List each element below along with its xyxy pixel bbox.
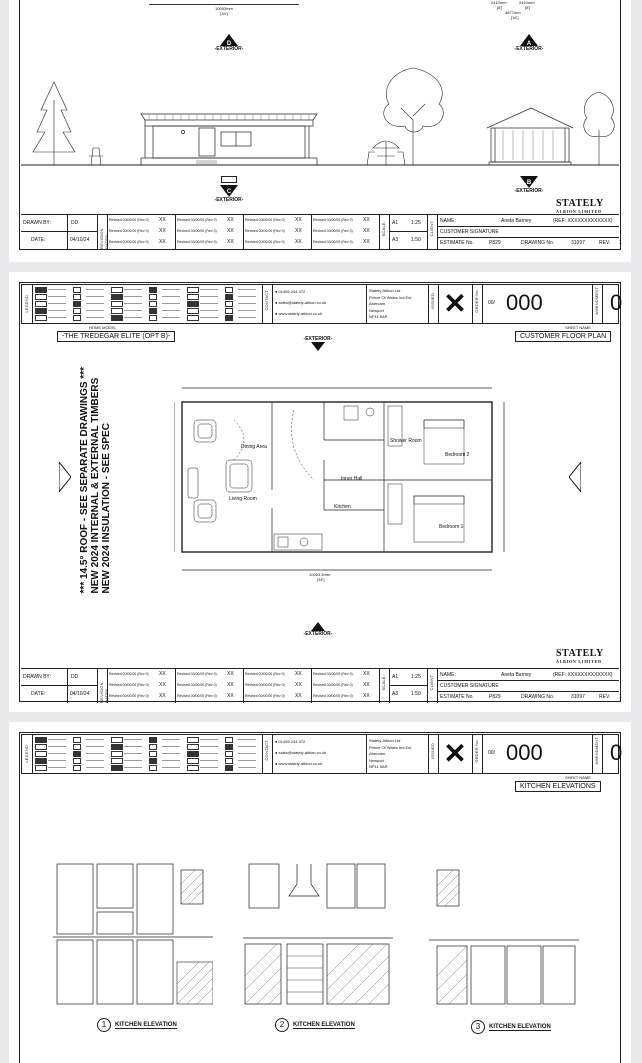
svg-text:D: D <box>226 41 232 46</box>
legend-symbol-icon <box>225 758 233 764</box>
contact-label: CONTACT <box>264 740 269 761</box>
exterior-marker-left <box>59 462 71 492</box>
revision-entry: Revised 00/00/00 (Rev 0) <box>245 218 285 222</box>
legend-symbol-icon <box>187 308 199 314</box>
revision-grid <box>107 215 380 249</box>
elevation-number: 2 <box>275 1018 289 1032</box>
floor-plan-drawing <box>174 380 519 590</box>
exterior-marker-right <box>569 462 581 492</box>
drawing-value: 31097 <box>571 694 585 700</box>
brand-sub: ALBION LIMITED <box>556 659 602 664</box>
exterior-marker-c <box>204 176 254 203</box>
signature-label: CUSTOMER SIGNATURE <box>440 683 499 689</box>
revision-entry: Revised 00/00/00 (Rev 0) <box>109 218 149 222</box>
revision-xx: XX <box>363 217 370 223</box>
revision-xx: XX <box>227 682 234 688</box>
dimension-text: 4877mm <box>505 10 521 15</box>
client-ref: (REF: XXXXXXXXXXXXX) <box>553 672 613 678</box>
legend-symbol-icon <box>225 737 233 743</box>
client-label: CLIENT <box>429 675 434 691</box>
address-line: Prince Of Wales Ind Est <box>369 744 412 750</box>
legend-symbol-icon <box>73 301 81 307</box>
email-icon: ● <box>275 300 278 305</box>
estimate-label: ESTIMATE No. <box>440 694 474 700</box>
sheet-name-label: SHEET NAME <box>565 325 591 330</box>
legend-symbol-icon <box>73 308 81 314</box>
a3-scale: 1:50 <box>411 237 421 243</box>
exterior-label: -EXTERIOR- <box>514 188 544 194</box>
elevation-label-1 <box>97 1018 177 1032</box>
elevation-number: 3 <box>471 1020 485 1034</box>
date-value: 04/10/24 <box>70 237 90 243</box>
legend-symbol-icon <box>35 308 47 314</box>
drawn-by-label: DRAWN BY: <box>23 220 51 226</box>
phone-icon: ● <box>275 739 278 744</box>
rev-value: 1 <box>619 694 622 700</box>
revision-entry: Revised 00/00/00 (Rev 0) <box>177 672 217 676</box>
revision-entry: Revised 00/00/00 (Rev 0) <box>245 229 285 233</box>
legend-label: LEGEND <box>24 745 29 763</box>
company-address <box>366 735 429 773</box>
drawn-by-value: DD <box>71 674 79 680</box>
dimension-text: 2410mm <box>519 0 535 5</box>
revision-xx: XX <box>363 682 370 688</box>
order-number: 000 <box>506 290 543 315</box>
a1-label: A1 <box>392 220 399 226</box>
brand-name: STATELY <box>556 198 604 209</box>
legend-symbol-icon <box>35 301 47 307</box>
sheet-header <box>21 284 623 324</box>
floor-plan-sheet <box>9 272 631 712</box>
elevation-label-2 <box>275 1018 355 1032</box>
estimate-value: P829 <box>489 694 501 700</box>
company-logo <box>556 198 604 214</box>
drawn-by-value: DD <box>71 220 79 226</box>
legend-symbol-icon <box>187 287 199 293</box>
legend-symbol-icon <box>225 301 233 307</box>
legend-symbol-icon <box>187 744 199 750</box>
legend-symbol-icon <box>111 737 123 743</box>
brand-name: STATELY <box>556 648 604 659</box>
client-label: CLIENT <box>429 221 434 237</box>
elevation-title: KITCHEN ELEVATION <box>293 1021 355 1028</box>
email-address: sales@stately-albion.co.uk <box>278 300 327 305</box>
legend-symbol-icon <box>187 315 199 321</box>
elevation-number: 1 <box>97 1018 111 1032</box>
revision-xx: XX <box>295 239 302 245</box>
exterior-marker-b <box>504 176 554 194</box>
note-line: NEW 2024 INSULATION - SEE SPEC <box>101 423 112 594</box>
kitchen-elevation-2-drawing <box>243 860 393 1010</box>
revision-entry: Revised 00/00/00 (Rev 0) <box>313 240 353 244</box>
legend-symbol-icon <box>111 308 123 314</box>
date-label: DATE: <box>31 237 46 243</box>
revision-entry: Revised 00/00/00 (Rev 0) <box>313 229 353 233</box>
client-name: Aneta Barney <box>501 218 532 224</box>
exterior-label: -EXTERIOR- <box>303 336 333 342</box>
a3-label: A3 <box>392 237 399 243</box>
legend-symbol-icon <box>187 294 199 300</box>
amendment-label: AMENDMENT <box>594 287 599 315</box>
revision-entry: Revised 00/00/00 (Rev 0) <box>245 240 285 244</box>
home-model-label: HOME MODEL <box>89 325 117 330</box>
legend-symbol-icon <box>111 294 123 300</box>
exterior-label: -EXTERIOR- <box>214 197 244 203</box>
legend-symbol-icon <box>225 287 233 293</box>
sheet-header <box>21 734 623 774</box>
legend-symbol-icon <box>149 744 157 750</box>
legend-symbol-icon <box>187 737 199 743</box>
issued-label: ISSUED <box>430 293 435 310</box>
address-line: NP11 5AR <box>369 764 388 769</box>
legend-symbol-icon <box>73 737 81 743</box>
legend-symbol-icon <box>225 751 233 757</box>
revision-xx: XX <box>295 682 302 688</box>
legend-symbol-icon <box>149 737 157 743</box>
legend-symbol-icon <box>73 751 81 757</box>
client-ref: (REF: XXXXXXXXXXXXX) <box>553 218 613 224</box>
legend-symbol-icon <box>187 751 199 757</box>
room-label-dining: Dining Area <box>241 444 267 450</box>
title-block <box>21 214 622 249</box>
tree-icon <box>584 92 614 165</box>
room-label-kitchen: Kitchen <box>334 504 351 510</box>
web-icon: ● <box>275 311 278 316</box>
dimension-text: [34'] <box>220 11 228 16</box>
revision-entry: Revised 00/00/00 (Rev 0) <box>109 672 149 676</box>
order-prefix: 00/ <box>488 750 495 756</box>
revision-entry: Revised 00/00/00 (Rev 0) <box>109 229 149 233</box>
dimension-text: [34'] <box>317 577 325 582</box>
furniture <box>188 406 464 550</box>
order-number: 000 <box>506 740 543 765</box>
issued-label: ISSUED <box>430 743 435 760</box>
revision-grid <box>107 669 380 703</box>
sheet-name: KITCHEN ELEVATIONS <box>515 781 601 792</box>
legend-symbol-icon <box>149 287 157 293</box>
issued-x-icon: ✕ <box>443 288 467 319</box>
dimension-text: 10063mm <box>215 6 233 11</box>
drawn-by-label: DRAWN BY: <box>23 674 51 680</box>
legend-symbol-icon <box>225 308 233 314</box>
phone-icon: ● <box>275 289 278 294</box>
room-label-inner-hall: Inner Hall <box>341 476 363 482</box>
amendment-label: AMENDMENT <box>594 737 599 765</box>
house-side-elevation <box>487 108 573 165</box>
drawing-label: DRAWING No. <box>521 240 555 246</box>
revision-entry: Revised 00/00/00 (Rev 0) <box>177 229 217 233</box>
legend-symbol-icon <box>149 315 157 321</box>
exterior-marker-c <box>293 622 343 637</box>
legend-symbol-icon <box>35 765 47 771</box>
legend-symbol-icon <box>149 751 157 757</box>
room-label-bedroom-2: Bedroom 2 <box>445 452 470 458</box>
scale-label: SCALE: <box>381 221 386 237</box>
legend-symbol-icon <box>73 287 81 293</box>
revision-xx: XX <box>227 228 234 234</box>
legend-symbol-icon <box>149 758 157 764</box>
sheet-name: CUSTOMER FLOOR PLAN <box>515 331 611 342</box>
revision-xx: XX <box>159 671 166 677</box>
date-value: 04/10/24 <box>70 691 90 697</box>
legend-symbol-icon <box>111 751 123 757</box>
dimension-text: [8'] <box>497 5 503 10</box>
patio-umbrella-icon <box>367 141 405 165</box>
revision-xx: XX <box>363 693 370 699</box>
legend-symbol-icon <box>111 758 123 764</box>
contact-label: CONTACT <box>264 290 269 311</box>
revision-xx: XX <box>159 228 166 234</box>
home-model-name: -THE TREDEGAR ELITE (OPT B)- <box>57 331 175 342</box>
legend-symbol-icon <box>73 294 81 300</box>
legend-symbol-icon <box>149 765 157 771</box>
address-line: Newport <box>369 757 384 763</box>
house-front-elevation <box>141 114 317 165</box>
revision-xx: XX <box>363 239 370 245</box>
rev-label: REV. <box>599 240 611 246</box>
phone-number: 01495 244 472 <box>278 289 306 294</box>
revision-entry: Revised 00/00/00 (Rev 0) <box>245 683 285 687</box>
phone-number: 01495 244 472 <box>278 739 306 744</box>
revision-xx: XX <box>295 217 302 223</box>
legend-symbol-icon <box>73 744 81 750</box>
legend-symbol-icon <box>35 315 47 321</box>
revision-xx: XX <box>363 671 370 677</box>
web-icon: ● <box>275 761 278 766</box>
address-line: Stately-Albion Ltd <box>369 288 401 293</box>
revision-xx: XX <box>159 682 166 688</box>
revision-xx: XX <box>227 217 234 223</box>
legend-symbol-icon <box>149 301 157 307</box>
email-icon: ● <box>275 750 278 755</box>
dimension-text: [8'] <box>525 5 531 10</box>
revision-entry: Revised 00/00/00 (Rev 0) <box>313 694 353 698</box>
title-block <box>21 668 622 703</box>
legend-symbol-icon <box>35 294 47 300</box>
dimension-text: 10063.3mm <box>309 572 331 577</box>
company-address <box>366 285 429 323</box>
svg-text:B: B <box>526 180 532 186</box>
legend-symbol-icon <box>149 308 157 314</box>
a1-scale: 1:25 <box>411 220 421 226</box>
address-line: Prince Of Wales Ind Est <box>369 294 412 300</box>
legend-symbol-icon <box>111 765 123 771</box>
revision-xx: XX <box>227 239 234 245</box>
dimension-text: [16'] <box>511 15 519 20</box>
room-label-bedroom-1: Bedroom 1 <box>439 524 464 530</box>
legend-symbol-icon <box>35 751 47 757</box>
exterior-label: -EXTERIOR- <box>303 631 333 637</box>
revision-xx: XX <box>295 228 302 234</box>
kitchen-elevation-3-drawing <box>429 860 579 1010</box>
revision-entry: Revised 00/00/00 (Rev 0) <box>177 694 217 698</box>
kitchen-elevations-sheet <box>9 722 631 1063</box>
legend-symbol-icon <box>225 744 233 750</box>
revision-dates-label: REVISION DATES: <box>99 228 109 249</box>
room-label-living: Living Room <box>229 496 257 502</box>
amendment-number: 0 <box>610 290 623 315</box>
a3-scale: 1:50 <box>411 691 421 697</box>
legend-symbol-icon <box>225 294 233 300</box>
tree-icon <box>384 68 444 165</box>
overall-dimension <box>149 0 299 14</box>
revision-entry: Revised 00/00/00 (Rev 0) <box>177 240 217 244</box>
revision-entry: Revised 00/00/00 (Rev 0) <box>245 672 285 676</box>
legend-symbol-icon <box>225 765 233 771</box>
dimension-text: 2410mm <box>491 0 507 5</box>
legend-symbol-icon <box>111 744 123 750</box>
legend-label: LEGEND <box>24 295 29 313</box>
elevation-title: KITCHEN ELEVATION <box>115 1021 177 1028</box>
estimate-value: P829 <box>489 240 501 246</box>
elevation-sheet <box>9 0 631 262</box>
a1-scale: 1:25 <box>411 674 421 680</box>
revision-xx: XX <box>159 693 166 699</box>
revision-entry: Revised 00/00/00 (Rev 0) <box>245 694 285 698</box>
legend-symbol-icon <box>73 315 81 321</box>
legend-symbol-icon <box>187 301 199 307</box>
legend-symbol-icon <box>73 758 81 764</box>
legend-symbol-icon <box>225 315 233 321</box>
kitchen-elevation-1-drawing <box>53 860 213 1010</box>
rev-value: 1 <box>619 240 622 246</box>
revision-xx: XX <box>159 217 166 223</box>
roof-notes <box>79 367 169 607</box>
revision-xx: XX <box>227 693 234 699</box>
drawing-value: 31097 <box>571 240 585 246</box>
legend-symbol-icon <box>149 294 157 300</box>
site-elevation-drawing <box>21 60 619 180</box>
room-label-shower: Shower Room <box>390 438 422 444</box>
revision-entry: Revised 00/00/00 (Rev 0) <box>313 672 353 676</box>
tree-icon <box>33 82 75 165</box>
drawing-label: DRAWING No. <box>521 694 555 700</box>
revision-entry: Revised 00/00/00 (Rev 0) <box>177 218 217 222</box>
estimate-label: ESTIMATE No. <box>440 240 474 246</box>
sheet-name-label: SHEET NAME <box>565 775 591 780</box>
exterior-marker-d <box>293 336 343 351</box>
address-line: NP11 5AR <box>369 314 388 319</box>
address-line: Newport <box>369 307 384 313</box>
note-line: NEW 2024 INTERNAL & EXTERNAL TIMBERS <box>90 377 101 594</box>
exterior-marker-d <box>204 34 254 52</box>
signature-label: CUSTOMER SIGNATURE <box>440 229 499 235</box>
revision-xx: XX <box>295 671 302 677</box>
client-name: Aneta Barney <box>501 672 532 678</box>
order-prefix: 00/ <box>488 300 495 306</box>
right-dimension <box>487 0 547 20</box>
legend-symbol-icon <box>111 301 123 307</box>
legend-symbol-icon <box>35 737 47 743</box>
address-line: Abercarn <box>369 751 386 756</box>
legend-grid <box>32 735 263 773</box>
revision-entry: Revised 00/00/00 (Rev 0) <box>177 683 217 687</box>
web-address: www.stately-albion.co.uk <box>278 311 323 316</box>
exterior-label: -EXTERIOR- <box>214 46 244 52</box>
address-line: Abercarn <box>369 301 386 306</box>
order-label: ORDER No. <box>474 739 479 763</box>
elevation-title: KITCHEN ELEVATION <box>489 1023 551 1030</box>
address-line: Stately-Albion Ltd <box>369 738 401 743</box>
amendment-number: 0 <box>610 740 623 765</box>
revision-xx: XX <box>227 671 234 677</box>
legend-symbol-icon <box>187 765 199 771</box>
exterior-marker-a <box>504 34 554 52</box>
svg-text:C: C <box>226 189 232 195</box>
revision-xx: XX <box>295 693 302 699</box>
note-line: *** 14.5° ROOF - SEE SEPARATE DRAWINGS *** <box>79 367 90 594</box>
revision-xx: XX <box>363 228 370 234</box>
revision-entry: Revised 00/00/00 (Rev 0) <box>313 218 353 222</box>
email-address: sales@stately-albion.co.uk <box>278 750 327 755</box>
issued-x-icon: ✕ <box>443 738 467 769</box>
scale-label: SCALE: <box>381 675 386 691</box>
revision-entry: Revised 00/00/00 (Rev 0) <box>109 683 149 687</box>
chair-icon <box>89 148 103 165</box>
brand-sub: ALBION LIMITED <box>556 209 602 214</box>
revision-entry: Revised 00/00/00 (Rev 0) <box>313 683 353 687</box>
rev-label: REV. <box>599 694 611 700</box>
legend-symbol-icon <box>73 765 81 771</box>
legend-symbol-icon <box>187 758 199 764</box>
revision-entry: Revised 00/00/00 (Rev 0) <box>109 240 149 244</box>
legend-symbol-icon <box>111 315 123 321</box>
revision-entry: Revised 00/00/00 (Rev 0) <box>109 694 149 698</box>
a1-label: A1 <box>392 674 399 680</box>
legend-symbol-icon <box>35 758 47 764</box>
date-label: DATE: <box>31 691 46 697</box>
name-label: NAME: <box>440 218 456 224</box>
exterior-label: -EXTERIOR- <box>514 46 544 52</box>
legend-symbol-icon <box>35 744 47 750</box>
revision-dates-label: REVISION DATES: <box>99 682 109 703</box>
company-logo <box>556 648 604 664</box>
svg-text:A: A <box>526 41 532 46</box>
web-address: www.stately-albion.co.uk <box>278 761 323 766</box>
legend-symbol-icon <box>111 287 123 293</box>
elevation-label-3 <box>471 1020 551 1034</box>
revision-xx: XX <box>159 239 166 245</box>
a3-label: A3 <box>392 691 399 697</box>
legend-symbol-icon <box>35 287 47 293</box>
legend-grid <box>32 285 263 323</box>
name-label: NAME: <box>440 672 456 678</box>
order-label: ORDER No. <box>474 289 479 313</box>
